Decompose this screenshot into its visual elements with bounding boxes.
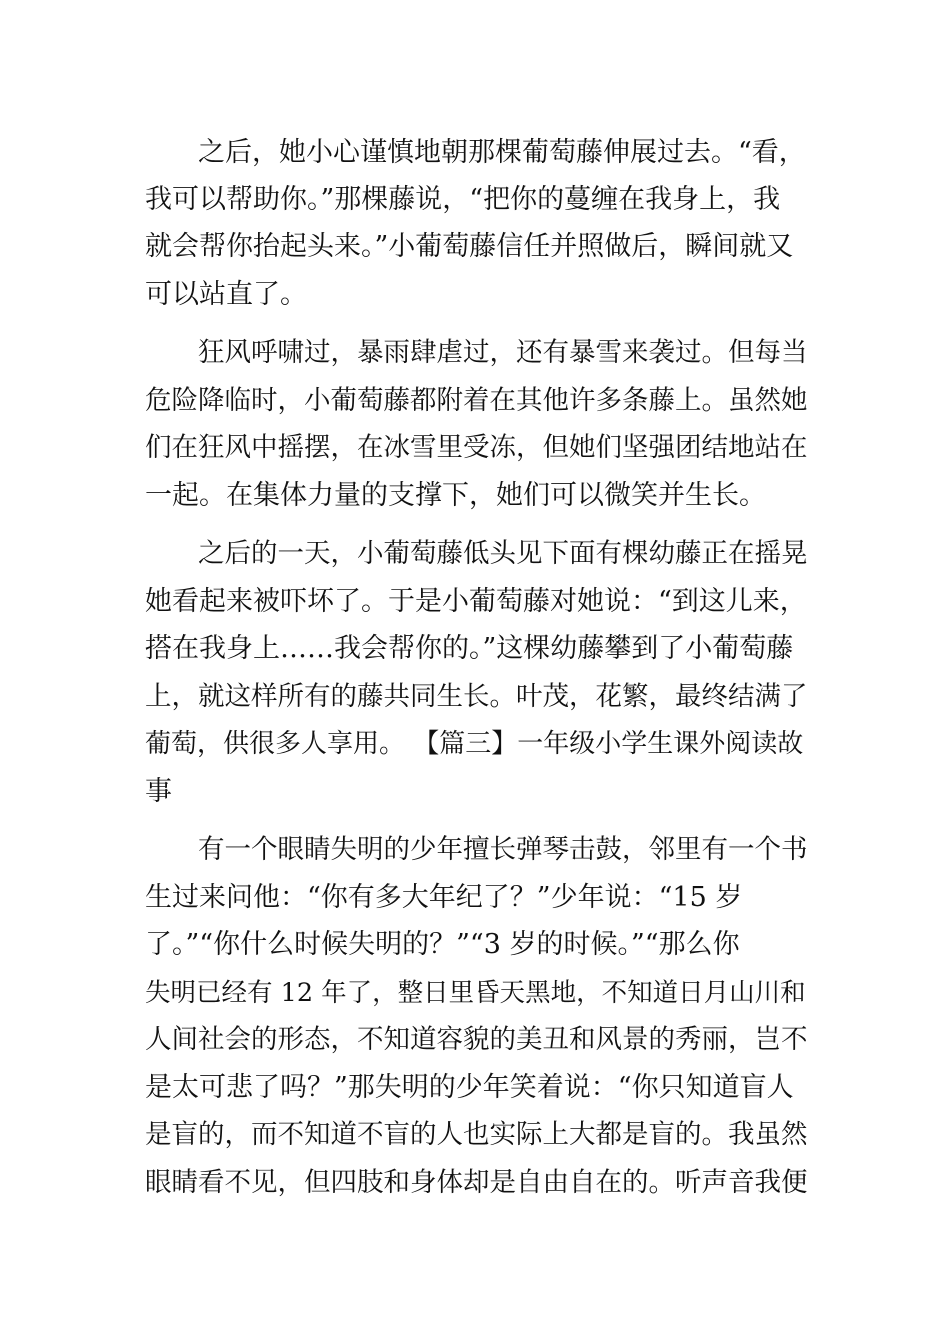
paragraph-4-line-6: 是太可悲了吗？”那失明的少年笑着说：“你只知道盲人 xyxy=(145,1072,794,1103)
paragraph-3-line-1: 之后的一天，小葡萄藤低头见下面有棵幼藤正在摇晃 xyxy=(198,538,808,569)
paragraph-4-line-5: 人间社会的形态，不知道容貌的美丑和风景的秀丽，岂不 xyxy=(145,1024,808,1055)
paragraph-1-line-1: 之后，她小心谨慎地朝那棵葡萄藤伸展过去。“看， xyxy=(198,137,806,168)
paragraph-3-line-6: 事 xyxy=(145,776,172,807)
paragraph-3-line-2: 她看起来被吓坏了。于是小葡萄藤对她说：“到这儿来， xyxy=(145,586,807,617)
paragraph-3-line-4: 上，就这样所有的藤共同生长。叶茂，花繁，最终结满了 xyxy=(145,681,808,712)
paragraph-4-line-4: 失明已经有 12 年了，整日里昏天黑地，不知道日月山川和 xyxy=(145,978,806,1008)
paragraph-2-line-4: 一起。在集体力量的支撑下，她们可以微笑并生长。 xyxy=(145,480,766,511)
paragraph-4-line-1: 有一个眼睛失明的少年擅长弹琴击鼓，邻里有一个书 xyxy=(198,834,808,865)
paragraph-3-line-5: 葡萄，供很多人享用。 【篇三】一年级小学生课外阅读故 xyxy=(145,729,804,759)
paragraph-4-line-8: 眼睛看不见，但四肢和身体却是自由自在的。听声音我便 xyxy=(145,1167,808,1198)
paragraph-4-line-7: 是盲的，而不知道不盲的人也实际上大都是盲的。我虽然 xyxy=(145,1119,808,1150)
paragraph-4-line-2: 生过来问他：“你有多大年纪了？”少年说：“15 岁 xyxy=(145,882,743,913)
paragraph-4-line-3: 了。”“你什么时候失明的？”“3 岁的时候。”“那么你 xyxy=(145,929,740,960)
paragraph-3-line-3: 搭在我身上……我会帮你的。”这棵幼藤攀到了小葡萄藤 xyxy=(145,633,794,664)
paragraph-2-line-3: 们在狂风中摇摆，在冰雪里受冻，但她们坚强团结地站在 xyxy=(145,432,808,463)
paragraph-2-line-1: 狂风呼啸过，暴雨肆虐过，还有暴雪来袭过。但每当 xyxy=(198,337,808,368)
paragraph-2-line-2: 危险降临时，小葡萄藤都附着在其他许多条藤上。虽然她 xyxy=(145,385,808,416)
paragraph-1-line-4: 可以站直了。 xyxy=(145,279,307,310)
paragraph-1-line-2: 我可以帮助你。”那棵藤说，“把你的蔓缠在我身上，我 xyxy=(145,184,781,215)
paragraph-1-line-3: 就会帮你抬起头来。”小葡萄藤信任并照做后，瞬间就又 xyxy=(145,231,794,262)
